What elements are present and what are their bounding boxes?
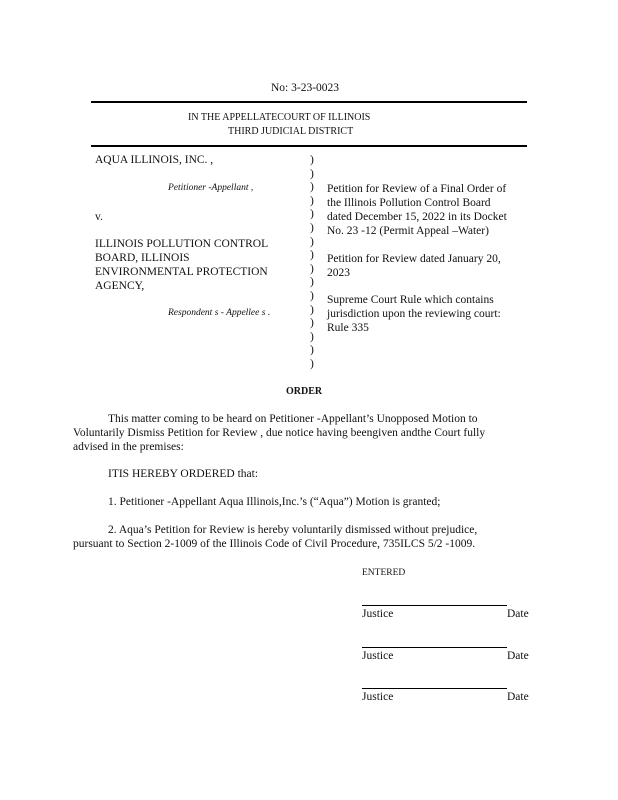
header-top-rule (91, 101, 527, 103)
case-number: No: 3-23-0023 (271, 82, 340, 94)
caption-paren: ) (310, 195, 314, 207)
caption-paren: ) (310, 181, 314, 193)
order-item-2-line-1: 2. Aqua’s Petition for Review is hereby voluntarily dismissed without prejudice, (108, 524, 478, 536)
order-item-1: 1. Petitioner -Appellant Aqua Illinois,Inc.’s (“Aqua”) Motion is granted; (108, 496, 441, 508)
caption-paren: ) (310, 344, 314, 356)
date-label-1: Date (507, 608, 529, 620)
caption-paren: ) (310, 154, 314, 166)
order-para-line-2: Voluntarily Dismiss Petition for Review , due notice having beengiven andthe Court fully (73, 427, 486, 439)
rule-line-2: jurisdiction upon the reviewing court: (327, 308, 501, 320)
order-item-2-line-2: pursuant to Section 2-1009 of the Illinois Code of Civil Procedure, 735ILCS 5/2 -1009. (73, 538, 476, 550)
signature-line-3 (362, 688, 507, 689)
justice-label-2: Justice (362, 650, 394, 662)
petition-desc-line-3: dated December 15, 2022 in its Docket (327, 211, 507, 223)
caption-paren: ) (310, 249, 314, 261)
petitioner-name: AQUA ILLINOIS, INC. , (95, 154, 214, 166)
caption-paren: ) (310, 208, 314, 220)
caption-paren: ) (310, 222, 314, 234)
signature-line-1 (362, 605, 507, 606)
respondent-line-2: BOARD, ILLINOIS (95, 252, 190, 264)
respondent-line-4: AGENCY, (95, 280, 145, 292)
order-para-line-3: advised in the premises: (73, 441, 184, 453)
justice-label-1: Justice (362, 608, 394, 620)
caption-paren: ) (310, 358, 314, 370)
respondent-role: Respondent s - Appellee s . (168, 308, 271, 318)
caption-paren: ) (310, 317, 314, 329)
caption-paren: ) (310, 331, 314, 343)
entered-label: ENTERED (362, 568, 406, 578)
petition-date-line-1: Petition for Review dated January 20, (327, 253, 501, 265)
versus-label: v. (95, 211, 103, 223)
ordered-heading: ITIS HEREBY ORDERED that: (108, 468, 259, 480)
petition-date-line-2: 2023 (327, 267, 350, 279)
respondent-line-1: ILLINOIS POLLUTION CONTROL (95, 238, 269, 250)
caption-paren: ) (310, 236, 314, 248)
caption-paren: ) (310, 168, 314, 180)
order-para-line-1: This matter coming to be heard on Petitioner -Appellant’s Unopposed Motion to (108, 413, 478, 425)
petitioner-role: Petitioner -Appellant , (168, 183, 254, 193)
caption-paren: ) (310, 263, 314, 275)
court-heading-line2: THIRD JUDICIAL DISTRICT (228, 126, 354, 137)
order-title: ORDER (286, 386, 323, 397)
date-label-2: Date (507, 650, 529, 662)
rule-line-1: Supreme Court Rule which contains (327, 294, 494, 306)
court-heading-line1: IN THE APPELLATECOURT OF ILLINOIS (188, 112, 371, 123)
caption-paren: ) (310, 304, 314, 316)
caption-paren: ) (310, 276, 314, 288)
justice-label-3: Justice (362, 691, 394, 703)
respondent-line-3: ENVIRONMENTAL PROTECTION (95, 266, 268, 278)
header-bottom-rule (91, 145, 527, 147)
date-label-3: Date (507, 691, 529, 703)
caption-paren: ) (310, 290, 314, 302)
rule-line-3: Rule 335 (327, 322, 369, 334)
petition-desc-line-4: No. 23 -12 (Permit Appeal –Water) (327, 225, 489, 237)
petition-desc-line-2: the Illinois Pollution Control Board (327, 197, 491, 209)
petition-desc-line-1: Petition for Review of a Final Order of (327, 183, 507, 195)
signature-line-2 (362, 647, 507, 648)
